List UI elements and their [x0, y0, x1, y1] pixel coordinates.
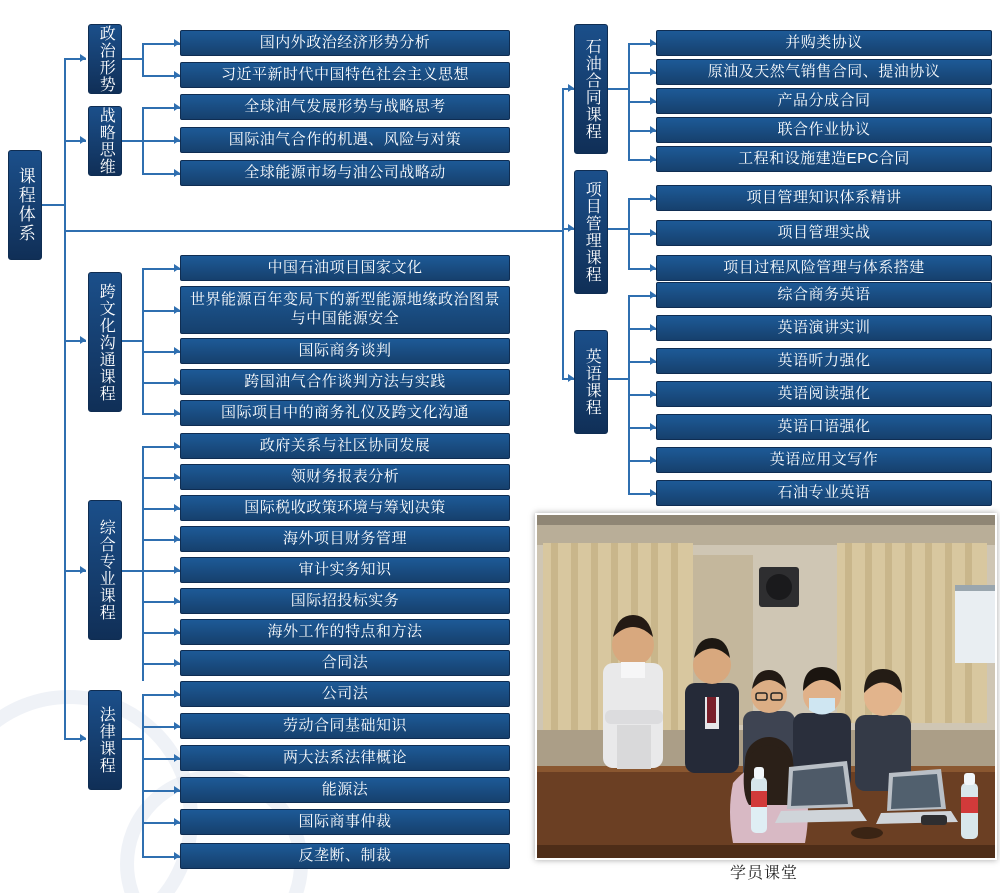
- course-item[interactable]: 中国石油项目国家文化: [180, 255, 510, 281]
- course-item[interactable]: 产品分成合同: [656, 88, 992, 114]
- course-item[interactable]: 海外工作的特点和方法: [180, 619, 510, 645]
- group-english: 英语课程: [574, 330, 608, 434]
- root-node: 课程体系: [8, 150, 42, 260]
- course-item[interactable]: 国际项目中的商务礼仪及跨文化沟通: [180, 400, 510, 426]
- connector: [122, 340, 142, 342]
- course-item[interactable]: 原油及天然气销售合同、提油协议: [656, 59, 992, 85]
- connector: [64, 58, 66, 230]
- course-item[interactable]: 国内外政治经济形势分析: [180, 30, 510, 56]
- connector: [562, 88, 564, 378]
- course-item[interactable]: 劳动合同基础知识: [180, 713, 510, 739]
- course-item[interactable]: 综合商务英语: [656, 282, 992, 308]
- classroom-photo-illustration: [537, 515, 995, 858]
- connector-arrow: [80, 734, 86, 742]
- course-item[interactable]: 审计实务知识: [180, 557, 510, 583]
- course-item[interactable]: 全球能源市场与油公司战略动: [180, 160, 510, 186]
- connector: [122, 58, 142, 60]
- course-item[interactable]: 能源法: [180, 777, 510, 803]
- group-project-management: 项目管理课程: [574, 170, 608, 294]
- connector: [142, 446, 144, 681]
- course-item[interactable]: 国际税收政策环境与筹划决策: [180, 495, 510, 521]
- course-item[interactable]: 两大法系法律概论: [180, 745, 510, 771]
- connector: [122, 140, 142, 142]
- course-item[interactable]: 领财务报表分析: [180, 464, 510, 490]
- course-item[interactable]: 国际商事仲裁: [180, 809, 510, 835]
- connector-arrow: [80, 336, 86, 344]
- course-item[interactable]: 项目过程风险管理与体系搭建: [656, 255, 992, 281]
- connector: [608, 88, 628, 90]
- connector: [142, 694, 144, 856]
- group-strategy: 战略思维: [88, 106, 122, 176]
- course-item[interactable]: 反垄断、制裁: [180, 843, 510, 869]
- group-politics: 政治形势: [88, 24, 122, 94]
- connector: [64, 230, 562, 232]
- group-legal: 法律课程: [88, 690, 122, 790]
- course-item[interactable]: 联合作业协议: [656, 117, 992, 143]
- connector: [142, 43, 144, 75]
- group-cross-culture: 跨文化沟通课程: [88, 272, 122, 412]
- connector-arrow: [80, 136, 86, 144]
- course-item[interactable]: 石油专业英语: [656, 480, 992, 506]
- course-item[interactable]: 国际油气合作的机遇、风险与对策: [180, 127, 510, 153]
- course-item[interactable]: 英语应用文写作: [656, 447, 992, 473]
- course-item[interactable]: 英语口语强化: [656, 414, 992, 440]
- connector: [142, 268, 144, 413]
- connector-arrow: [80, 54, 86, 62]
- connector: [64, 230, 66, 738]
- connector: [42, 204, 64, 206]
- course-item[interactable]: 世界能源百年变局下的新型能源地缘政治图景与中国能源安全: [180, 286, 510, 334]
- photo-caption: 学员课堂: [729, 865, 798, 882]
- course-item[interactable]: 公司法: [180, 681, 510, 707]
- connector: [608, 228, 628, 230]
- connector: [608, 378, 628, 380]
- course-item[interactable]: 国际招投标实务: [180, 588, 510, 614]
- course-item[interactable]: 习近平新时代中国特色社会主义思想: [180, 62, 510, 88]
- course-item[interactable]: 合同法: [180, 650, 510, 676]
- course-item[interactable]: 并购类协议: [656, 30, 992, 56]
- course-item[interactable]: 国际商务谈判: [180, 338, 510, 364]
- course-item[interactable]: 项目管理实战: [656, 220, 992, 246]
- course-item[interactable]: 政府关系与社区协同发展: [180, 433, 510, 459]
- course-item[interactable]: 工程和设施建造EPC合同: [656, 146, 992, 172]
- course-item[interactable]: 海外项目财务管理: [180, 526, 510, 552]
- connector: [122, 570, 142, 572]
- course-item[interactable]: 英语听力强化: [656, 348, 992, 374]
- course-item[interactable]: 英语阅读强化: [656, 381, 992, 407]
- connector: [122, 738, 142, 740]
- course-item[interactable]: 全球油气发展形势与战略思考: [180, 94, 510, 120]
- group-oil-contract: 石油合同课程: [574, 24, 608, 154]
- group-comprehensive: 综合专业课程: [88, 500, 122, 640]
- course-item[interactable]: 跨国油气合作谈判方法与实践: [180, 369, 510, 395]
- course-item[interactable]: 英语演讲实训: [656, 315, 992, 341]
- classroom-photo: [535, 513, 997, 860]
- course-item[interactable]: 项目管理知识体系精讲: [656, 185, 992, 211]
- connector-arrow: [80, 566, 86, 574]
